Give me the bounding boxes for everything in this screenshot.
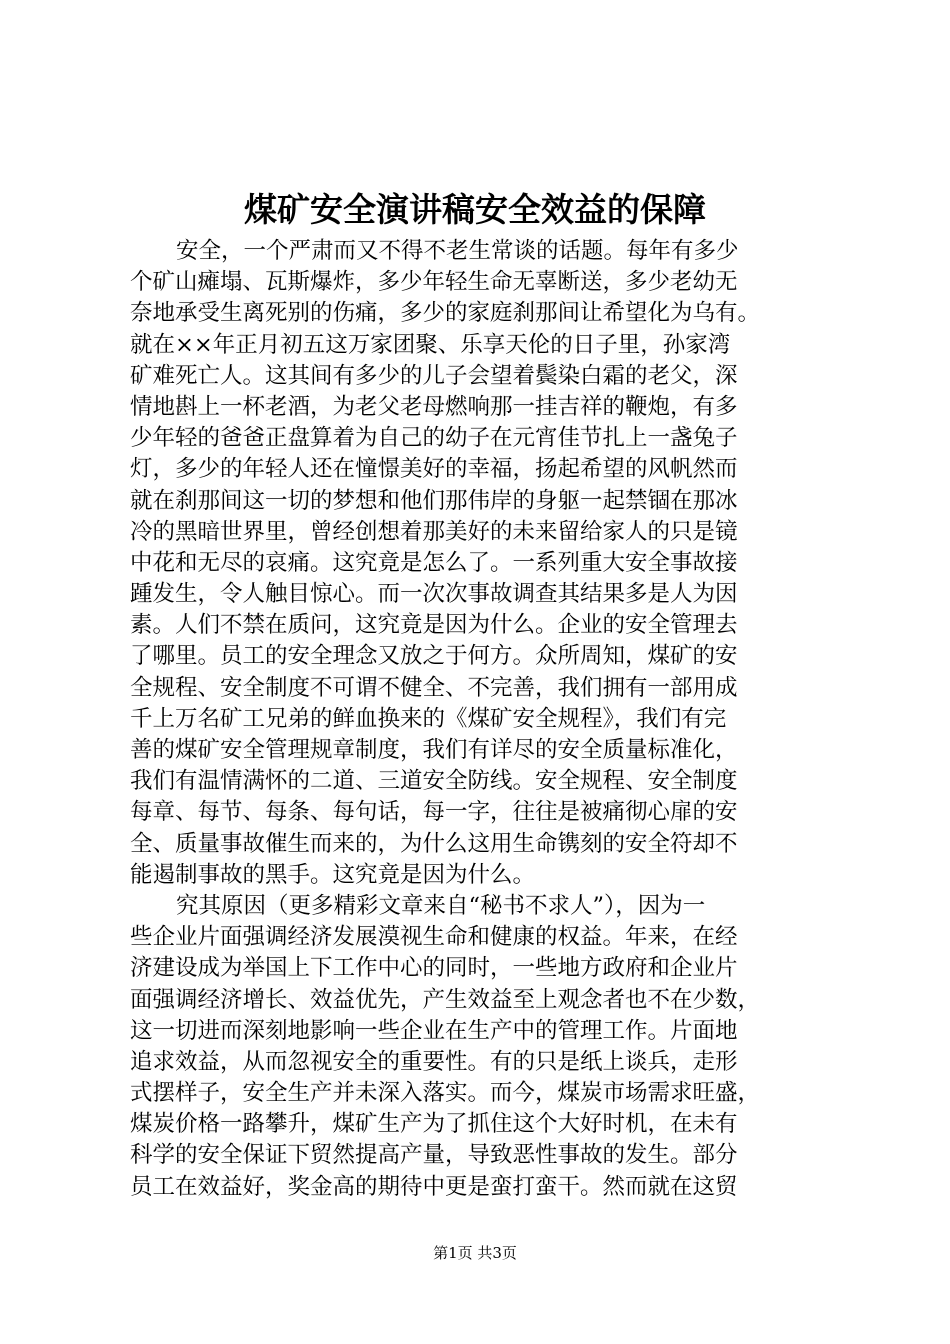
text-line: 冷的黑暗世界里，曾经创想着那美好的未来留给家人的只是镜 (130, 518, 738, 545)
page-footer: 第1页 共3页 (433, 1244, 517, 1262)
text-line: 我们有温情满怀的二道、三道安全防线。安全规程、安全制度 (130, 768, 738, 795)
text-line: 情地斟上一杯老酒，为老父老母燃响那一挂吉祥的鞭炮，有多 (130, 393, 738, 420)
document-body (130, 236, 846, 1203)
text-line: 善的煤矿安全管理规章制度，我们有详尽的安全质量标准化， (130, 737, 738, 763)
text-line: 全规程、安全制度不可谓不健全、不完善，我们拥有一部用成 (130, 674, 738, 701)
text-line: 少年轻的爸爸正盘算着为自己的幼子在元宵佳节扎上一盏兔子 (130, 425, 738, 452)
text-line: 式摆样子，安全生产并未深入落实。而今，煤炭市场需求旺盛， (130, 1080, 761, 1107)
text-line: 每章、每节、每条、每句话，每一字，往往是被痛彻心扉的安 (130, 799, 738, 826)
text-line: 素。人们不禁在质问，这究竟是因为什么。企业的安全管理去 (130, 612, 738, 639)
text-line: 究其原因（更多精彩文章来自“秘书不求人”），因为一 (176, 892, 706, 919)
text-line: 追求效益，从而忽视安全的重要性。有的只是纸上谈兵，走形 (130, 1048, 738, 1075)
text-line: 能遏制事故的黑手。这究竟是因为什么。 (130, 861, 536, 888)
text-line: 安全，一个严肃而又不得不老生常谈的话题。每年有多少 (176, 238, 739, 264)
text-line: 些企业片面强调经济发展漠视生命和健康的权益。年来，在经 (130, 924, 738, 951)
text-line: 奈地承受生离死别的伤痛，多少的家庭刹那间让希望化为乌有。 (130, 300, 761, 327)
text-line: 中花和无尽的哀痛。这究竟是怎么了。一系列重大安全事故接 (130, 549, 738, 576)
text-line: 个矿山瘫塌、瓦斯爆炸，多少年轻生命无辜断送，多少老幼无 (130, 269, 738, 296)
text-line: 面强调经济增长、效益优先，产生效益至上观念者也不在少数， (130, 986, 761, 1013)
text-line: 矿难死亡人。这其间有多少的儿子会望着鬓染白霜的老父，深 (130, 362, 738, 389)
text-line: 了哪里。员工的安全理念又放之于何方。众所周知，煤矿的安 (130, 643, 738, 670)
text-line: 员工在效益好，奖金高的期待中更是蛮打蛮干。然而就在这贸 (130, 1173, 738, 1200)
text-line: 千上万名矿工兄弟的鲜血换来的《煤矿安全规程》，我们有完 (130, 705, 727, 732)
text-line: 济建设成为举国上下工作中心的同时，一些地方政府和企业片 (130, 955, 738, 982)
text-line: 全、质量事故催生而来的，为什么这用生命镌刻的安全符却不 (130, 830, 738, 857)
text-line: 就在××年正月初五这万家团聚、乐享天伦的日子里，孙家湾 (130, 331, 731, 358)
text-line: 踵发生，令人触目惊心。而一次次事故调查其结果多是人为因 (130, 581, 738, 608)
text-line: 科学的安全保证下贸然提高产量，导致恶性事故的发生。部分 (130, 1142, 738, 1169)
text-line: 这一切进而深刻地影响一些企业在生产中的管理工作。片面地 (130, 1017, 738, 1044)
text-line: 煤炭价格一路攀升，煤矿生产为了抓住这个大好时机，在未有 (130, 1111, 738, 1138)
text-line: 就在刹那间这一切的梦想和他们那伟岸的身躯一起禁锢在那冰 (130, 487, 738, 514)
text-line: 灯，多少的年轻人还在憧憬美好的幸福，扬起希望的风帆然而 (130, 456, 738, 483)
document-title: 煤矿安全演讲稿安全效益的保障 (244, 190, 706, 229)
